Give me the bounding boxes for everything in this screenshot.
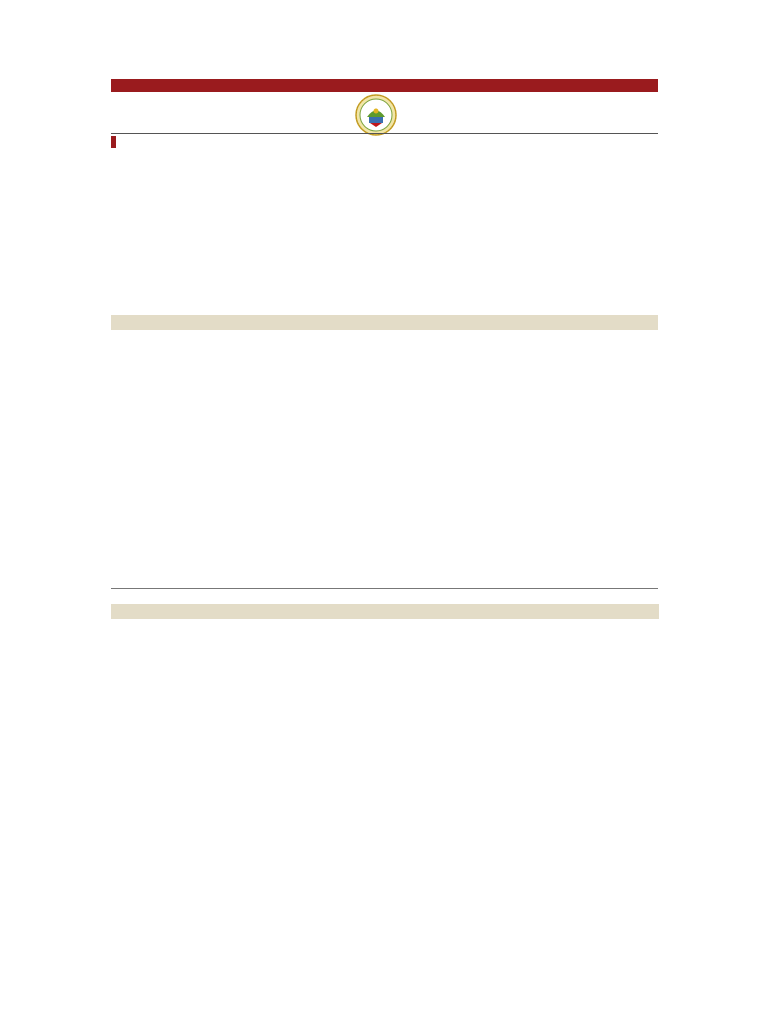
introduction-heading <box>111 604 659 619</box>
abstract-heading <box>111 315 658 330</box>
header-divider <box>111 133 658 134</box>
journal-header-bar <box>111 79 658 92</box>
journal-logo-icon <box>355 94 397 136</box>
article-type-badge <box>111 136 116 148</box>
abstract-divider <box>111 588 658 589</box>
